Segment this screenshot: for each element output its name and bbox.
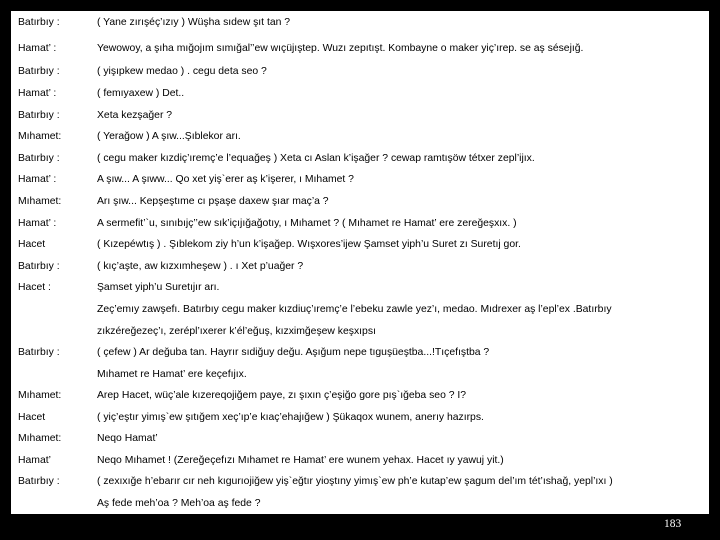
dialogue-line: ( yişıpkew medao ) . cegu deta seo ? (97, 66, 267, 77)
dialogue-row (11, 453, 709, 469)
dialogue-line: ( femıyaxew ) Det.. (97, 88, 185, 99)
dialogue-line: Neqo Hamat’ (97, 433, 158, 444)
dialogue-row (11, 216, 709, 232)
dialogue-row (11, 280, 709, 296)
dialogue-row (11, 431, 709, 447)
stage-direction: zıkzéreğezeç’ı, zerépl’ıxerer k’él’eğuş, kızximğeşew keşxıpsı (97, 326, 376, 337)
dialogue-line: Xeta kezşağer ? (97, 110, 173, 121)
speaker-label: Mıhamet: (18, 196, 62, 207)
speaker-label: Hacet : (18, 282, 51, 293)
stage-direction: Mıhamet re Hamat’ ere keçefıjıx. (97, 369, 247, 380)
dialogue-line: Aş fede meh’oa ? Meh’oa aş fede ? (97, 498, 261, 509)
dialogue-row (11, 345, 709, 361)
dialogue-line: ( yiç’eştır yimış`ew şıtığem xeç’ıp’e kıaç’ehajığew ) Şükaqox wunem, anerıy hazırps. (97, 412, 484, 423)
dialogue-line: Neqo Mıhamet ! (Zereğeçefızı Mıhamet re Hamat’ ere wunem yehax. Hacet ıy yawuj yit.) (97, 455, 504, 466)
dialogue-row (11, 108, 709, 124)
speaker-label: Batırbıy : (18, 66, 60, 77)
speaker-label: Batırbıy : (18, 261, 60, 272)
dialogue-line: ( Yane zırışéç’ızıy ) Wüşha sıdew şıt tan ? (97, 17, 291, 28)
speaker-label: Mıhamet: (18, 131, 62, 142)
dialogue-line: ( Yerağow ) A şıw...Şıblekor arı. (97, 131, 241, 142)
dialogue-row (11, 86, 709, 102)
speaker-label: Batırbıy : (18, 110, 60, 121)
speaker-label: Hamat’ : (18, 218, 57, 229)
dialogue-row (11, 194, 709, 210)
dialogue-row (11, 474, 709, 490)
dialogue-row (11, 388, 709, 404)
dialogue-row (11, 259, 709, 275)
speaker-label: Batırbıy : (18, 476, 60, 487)
dialogue-row (11, 15, 709, 31)
dialogue-row (11, 129, 709, 145)
dialogue-row (11, 64, 709, 80)
dialogue-line: ( zexıxığe h’ebarır cır neh kıgurıojiğew yiş`eğtır yioştıny yimış`ew ph’e kutap’ew şagum del’ım tét’ıshağ, yepl’ıxı ) (97, 476, 613, 487)
stage-direction: Zeç’emıy zawşefı. Batırbıy cegu maker kızdiuç’ıremç’e l’ebeku zawle yez’ı, medao. Mıdrexer aş l’epl’ex .Batırbıy (97, 304, 612, 315)
dialogue-line: A sermefit’`u, sınıbıjç’’ew sık’içıjığağotıy, ı Mıhamet ? ( Mıhamet re Hamat’ ere zereğeşxıx. ) (97, 218, 517, 229)
dialogue-row (11, 151, 709, 167)
dialogue-line: ( kıç’aşte, aw kızxımheşew ) . ı Xet p’uağer ? (97, 261, 304, 272)
dialogue-line: Arep Hacet, wüç’ale kızereqojiğem paye, zı şıxın ç’eşiğo gore pış`ığeba seo ? I? (97, 390, 467, 401)
speaker-label: Hamat’ : (18, 43, 57, 54)
dialogue-line: A şıw... A şıww... Qo xet yiş`erer aş k’işerer, ı Mıhamet ? (97, 174, 354, 185)
speaker-label: Hamat’ : (18, 88, 57, 99)
dialogue-line: ( çefew ) Ar değuba tan. Hayrır sıdiğuy değu. Aşığum nepe tıguşüeştba...!Tıçefıştba ? (97, 347, 490, 358)
stage-direction-row (11, 324, 709, 340)
speaker-label: Hamat’ : (18, 174, 57, 185)
speaker-label: Mıhamet: (18, 390, 62, 401)
dialogue-row (11, 172, 709, 188)
dialogue-line: Arı şıw... Kepşeştıme cı pşaşe daxew şıar maç’a ? (97, 196, 329, 207)
document-page (11, 11, 709, 514)
speaker-label: Hacet (18, 412, 46, 423)
stage-direction-row (11, 302, 709, 318)
speaker-label: Hacet (18, 239, 46, 250)
dialogue-row (11, 237, 709, 253)
dialogue-line: Şamset yiph’u Suretıjır arı. (97, 282, 220, 293)
speaker-label: Batırbıy : (18, 153, 60, 164)
speaker-label: Mıhamet: (18, 433, 62, 444)
dialogue-line: ( cegu maker kızdiç’ıremç’e l’equağeş ) Xeta cı Aslan k’işağer ? cewap ramtışöw tétxer zepl’ijıx. (97, 153, 535, 164)
dialogue-row (11, 410, 709, 426)
dialogue-line: ( Kızepéwtış ) . Şıblekom ziy h’un k’işağep. Wışxores’ijew Şamset yiph’u Suret zı Suretıj gor. (97, 239, 521, 250)
dialogue-row (11, 41, 709, 57)
stage-direction-row (11, 367, 709, 383)
speaker-label: Batırbıy : (18, 17, 60, 28)
dialogue-row (11, 496, 709, 512)
speaker-label: Hamat’ (18, 455, 51, 466)
dialogue-line: Yewowoy, a şıha mığojım sımığal’’ew wıçüjıştep. Wuzı zepıtışt. Kombayne o maker yiç’ırep. se aş sésejığ. (97, 43, 584, 54)
speaker-label: Batırbıy : (18, 347, 60, 358)
page-number: 183 (664, 518, 682, 530)
